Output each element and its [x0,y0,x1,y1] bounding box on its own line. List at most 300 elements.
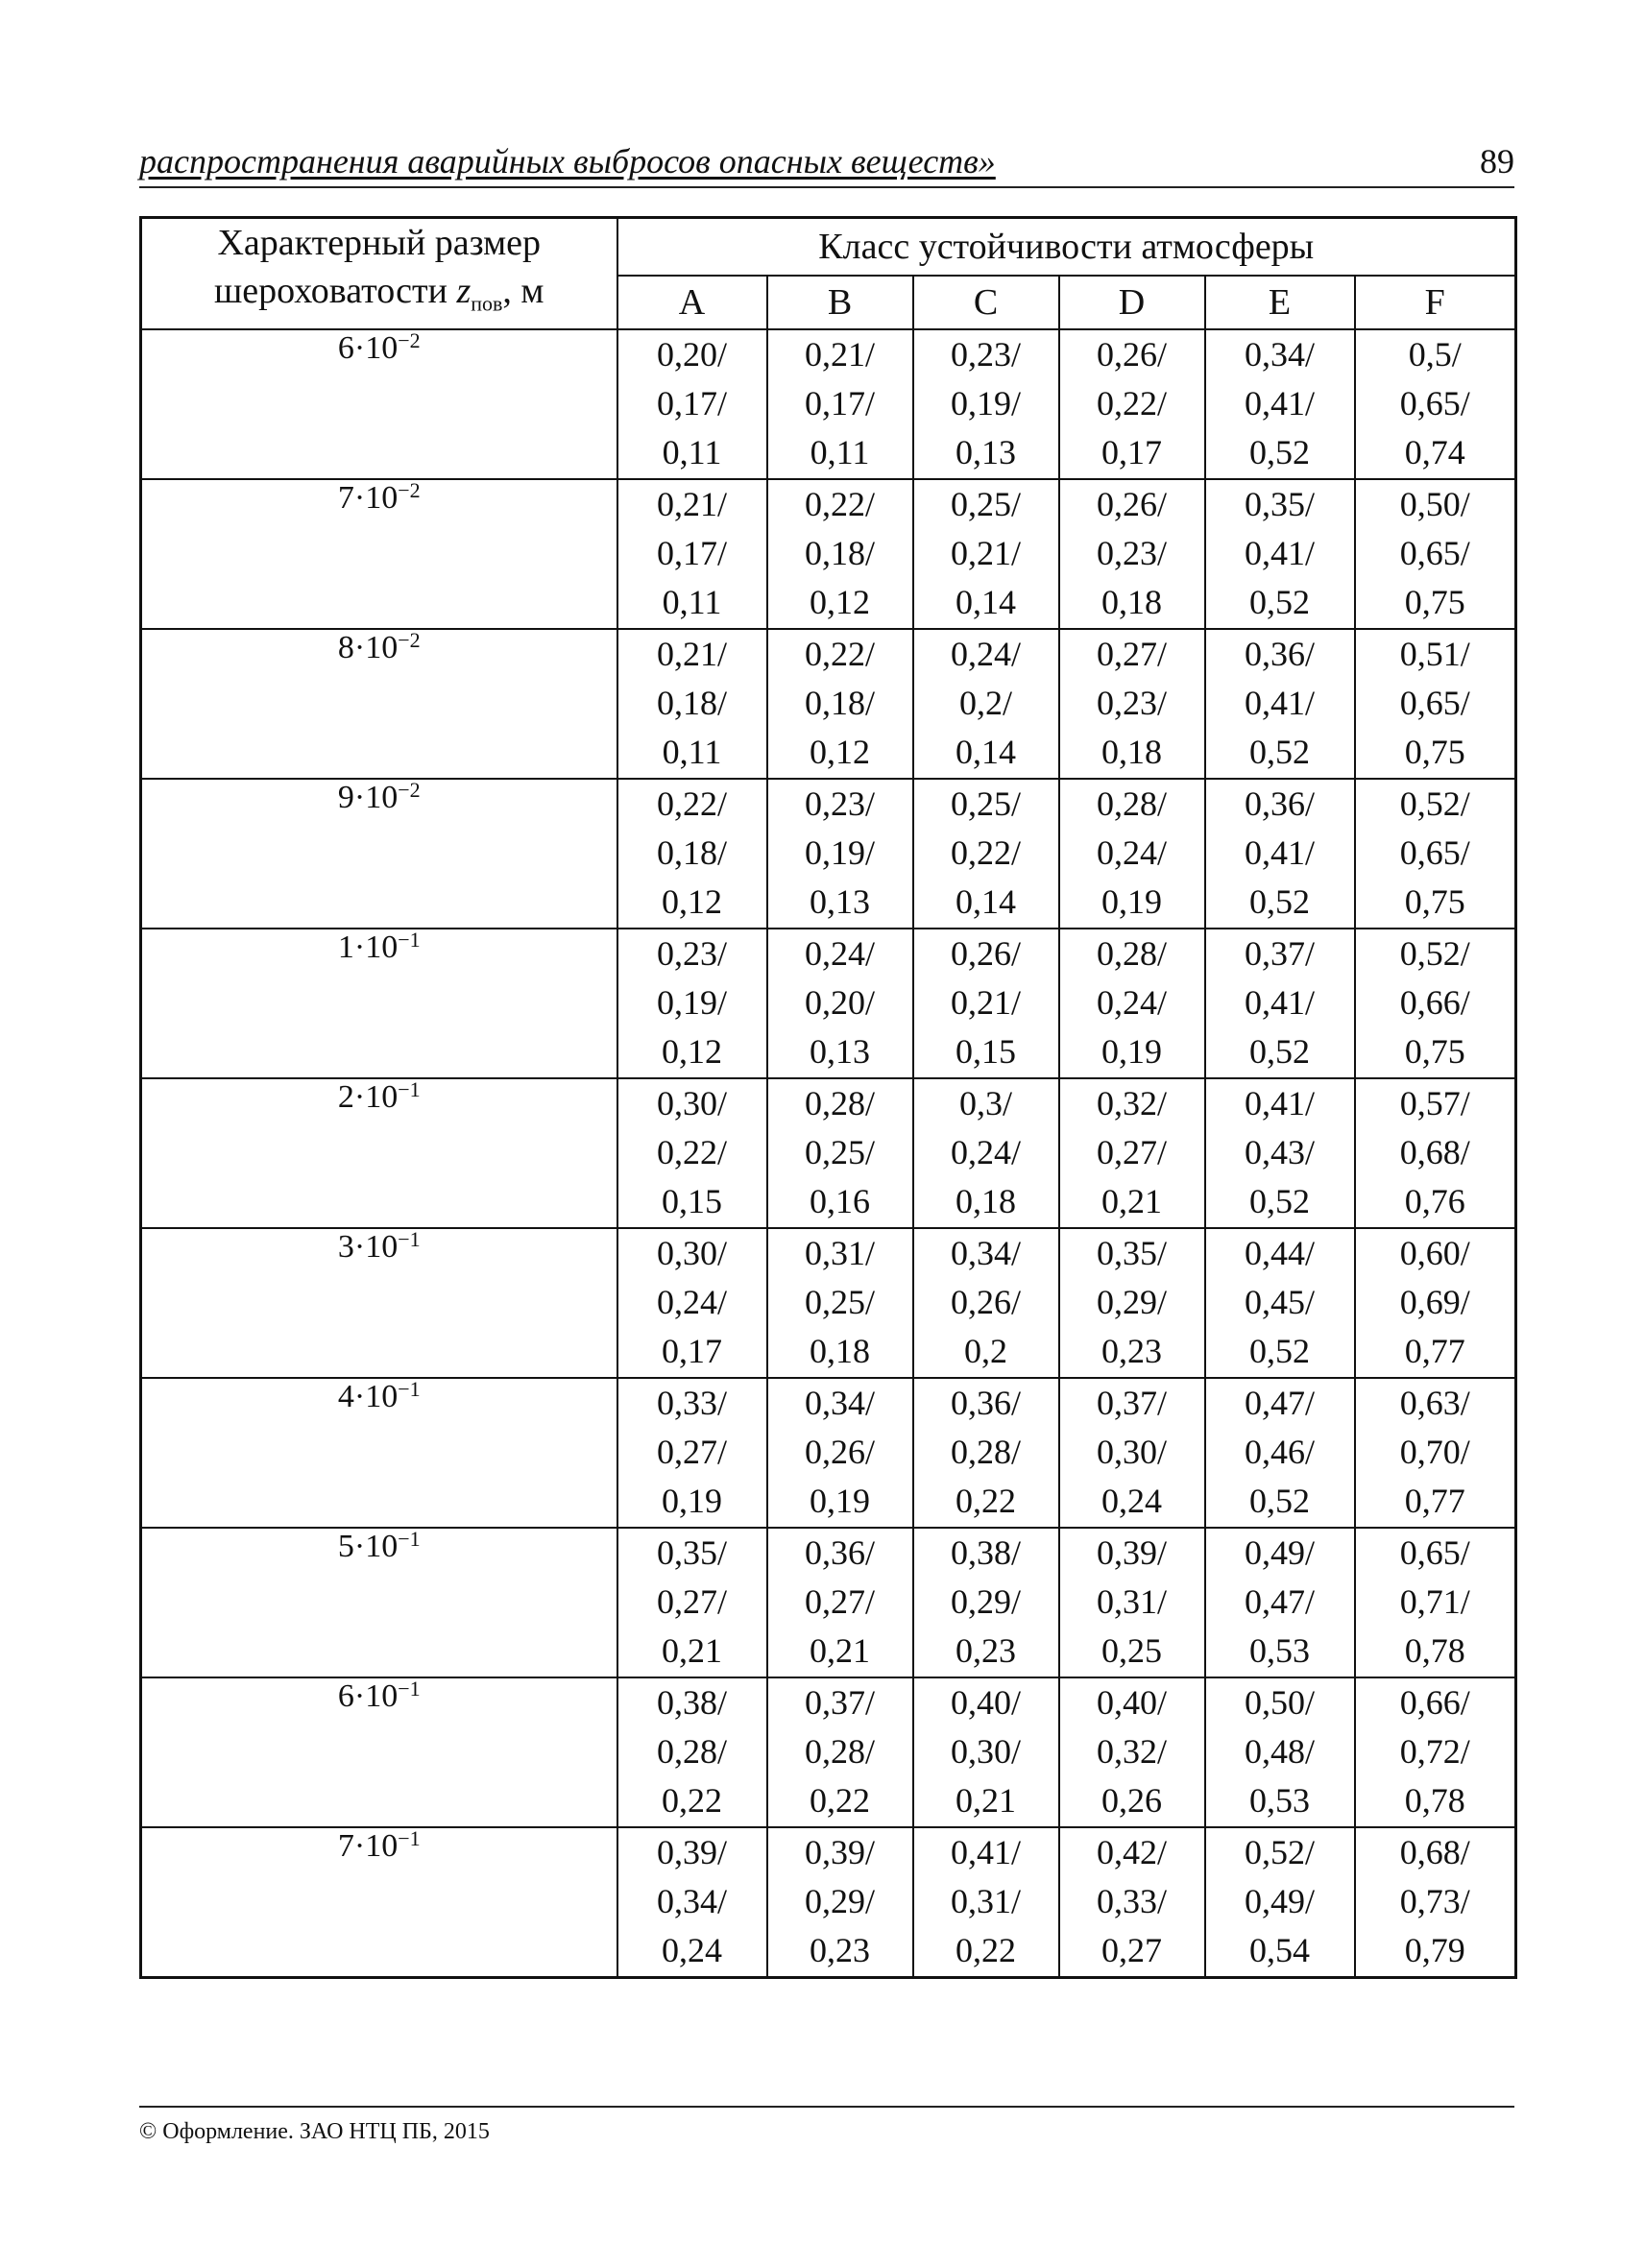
cell-value: 0,19 [1101,1032,1162,1072]
cell-value: 0,11 [810,433,870,472]
value-cell-f [1355,779,1516,929]
page-number: 89 [1480,142,1514,181]
roughness-size-exponent: −1 [398,1526,421,1551]
value-cell-d [1059,1827,1205,1978]
cell-value: 0,20/ [804,983,875,1023]
cell-value: 0,11 [662,433,722,472]
cell-value: 0,26/ [950,1283,1021,1322]
value-cell-c [913,1378,1059,1528]
cell-value: 0,49/ [1244,1533,1315,1573]
cell-value: 0,27/ [804,1582,875,1622]
roughness-size-mantissa: 6·10 [337,1677,399,1714]
cell-value: 0,35/ [1096,1234,1167,1273]
cell-value: 0,22 [810,1781,870,1821]
cell-value: 0,19 [662,1482,722,1521]
roughness-size-header-line2: шероховатости $z_{пов}$, м [214,271,544,316]
cell-value: 0,52 [1249,882,1310,922]
cell-value: 0,26/ [804,1433,875,1472]
cell-value: 0,26/ [1096,335,1167,374]
cell-value: 0,74 [1404,433,1465,472]
cell-value: 0,15 [956,1032,1016,1072]
cell-value: 0,49/ [1244,1882,1315,1921]
cell-value: 0,45/ [1244,1283,1315,1322]
cell-value: 0,30/ [656,1234,727,1273]
cell-value: 0,18/ [656,833,727,873]
cell-value: 0,18 [1101,733,1162,772]
cell-value: 0,22 [956,1931,1016,1970]
table-row [141,479,1516,629]
value-cell-d [1059,1078,1205,1228]
cell-value: 0,19 [1101,882,1162,922]
value-cell-a [617,1677,767,1827]
cell-value: 0,52 [1249,433,1310,472]
cell-value: 0,37/ [1244,934,1315,974]
value-cell-d [1059,929,1205,1078]
value-cell-f [1355,1228,1516,1378]
value-cell-d [1059,479,1205,629]
roughness-size-header [141,218,617,329]
cell-value: 0,24/ [656,1283,727,1322]
roughness-size-cell [141,1078,617,1228]
cell-value: 0,18/ [804,684,875,723]
cell-value: 0,31/ [1096,1582,1167,1622]
cell-value: 0,77 [1404,1332,1465,1371]
roughness-size-cell [141,1528,617,1677]
cell-value: 0,27/ [656,1582,727,1622]
cell-value: 0,21 [956,1781,1016,1821]
value-cell-a [617,1378,767,1528]
stability-class-c: C [913,276,1059,329]
cell-value: 0,23 [956,1631,1016,1671]
roughness-size-cell [141,1378,617,1528]
value-cell-d [1059,1528,1205,1677]
value-cell-c [913,1078,1059,1228]
cell-value: 0,79 [1404,1931,1465,1970]
cell-value: 0,52/ [1399,784,1470,824]
cell-value: 0,24/ [950,635,1021,674]
cell-value: 0,48/ [1244,1732,1315,1772]
roughness-size-exponent: −2 [398,777,421,802]
cell-value: 0,21/ [950,534,1021,573]
cell-value: 0,39/ [1096,1533,1167,1573]
roughness-size-cell [141,479,617,629]
cell-value: 0,28/ [804,1084,875,1123]
cell-value: 0,24/ [1096,833,1167,873]
value-cell-f [1355,929,1516,1078]
stability-class-f: F [1355,276,1516,329]
cell-value: 0,27/ [1096,1133,1167,1172]
cell-value: 0,28/ [1096,784,1167,824]
cell-value: 0,78 [1404,1781,1465,1821]
cell-value: 0,34/ [1244,335,1315,374]
page-header [139,142,1514,188]
cell-value: 0,35/ [656,1533,727,1573]
roughness-size-mantissa: 7·10 [337,479,399,516]
roughness-size-cell [141,629,617,779]
cell-value: 0,39/ [656,1833,727,1872]
cell-value: 0,38/ [656,1683,727,1723]
cell-value: 0,66/ [1399,983,1470,1023]
cell-value: 0,22/ [804,635,875,674]
value-cell-b [767,1228,913,1378]
table-row [141,779,1516,929]
cell-value: 0,22/ [950,833,1021,873]
value-cell-a [617,1078,767,1228]
value-cell-e [1205,1528,1355,1677]
cell-value: 0,32/ [1096,1732,1167,1772]
value-cell-b [767,479,913,629]
value-cell-d [1059,1677,1205,1827]
cell-value: 0,2/ [958,684,1012,723]
value-cell-b [767,1827,913,1978]
cell-value: 0,38/ [950,1533,1021,1573]
value-cell-e [1205,779,1355,929]
table-row [141,629,1516,779]
cell-value: 0,24/ [1096,983,1167,1023]
cell-value: 0,52/ [1244,1833,1315,1872]
value-cell-f [1355,329,1516,479]
roughness-size-mantissa: 5·10 [337,1528,399,1564]
cell-value: 0,41/ [1244,983,1315,1023]
value-cell-e [1205,329,1355,479]
cell-value: 0,26 [1101,1781,1162,1821]
cell-value: 0,73/ [1399,1882,1470,1921]
cell-value: 0,75 [1404,1032,1465,1072]
cell-value: 0,68/ [1399,1833,1470,1872]
cell-value: 0,35/ [1244,485,1315,524]
cell-value: 0,51/ [1399,635,1470,674]
value-cell-e [1205,1228,1355,1378]
roughness-size-cell [141,1677,617,1827]
cell-value: 0,27/ [656,1433,727,1472]
cell-value: 0,65/ [1399,1533,1470,1573]
value-cell-f [1355,629,1516,779]
cell-value: 0,23/ [1096,684,1167,723]
cell-value: 0,50/ [1399,485,1470,524]
cell-value: 0,22/ [656,1133,727,1172]
cell-value: 0,28/ [656,1732,727,1772]
cell-value: 0,11 [662,733,722,772]
cell-value: 0,36/ [950,1384,1021,1423]
value-cell-b [767,929,913,1078]
cell-value: 0,72/ [1399,1732,1470,1772]
value-cell-b [767,1677,913,1827]
value-cell-b [767,1528,913,1677]
cell-value: 0,21 [1101,1182,1162,1221]
cell-value: 0,13 [810,1032,870,1072]
table-row [141,329,1516,479]
cell-value: 0,52 [1249,733,1310,772]
cell-value: 0,18/ [656,684,727,723]
table-row [141,1378,1516,1528]
roughness-size-cell [141,929,617,1078]
cell-value: 0,44/ [1244,1234,1315,1273]
value-cell-d [1059,1228,1205,1378]
cell-value: 0,46/ [1244,1433,1315,1472]
cell-value: 0,24/ [950,1133,1021,1172]
cell-value: 0,14 [956,733,1016,772]
cell-value: 0,71/ [1399,1582,1470,1622]
cell-value: 0,18 [956,1182,1016,1221]
cell-value: 0,53 [1249,1781,1310,1821]
value-cell-c [913,929,1059,1078]
cell-value: 0,27/ [1096,635,1167,674]
cell-value: 0,77 [1404,1482,1465,1521]
cell-value: 0,65/ [1399,534,1470,573]
table-row [141,1528,1516,1677]
roughness-size-cell [141,779,617,929]
cell-value: 0,3/ [958,1084,1012,1123]
value-cell-b [767,1378,913,1528]
roughness-size-header-line1: Характерный размер [217,223,542,263]
cell-value: 0,65/ [1399,833,1470,873]
value-cell-f [1355,1827,1516,1978]
value-cell-c [913,1677,1059,1827]
roughness-size-mantissa: 3·10 [337,1228,399,1265]
cell-value: 0,75 [1404,882,1465,922]
value-cell-a [617,779,767,929]
cell-value: 0,21/ [950,983,1021,1023]
roughness-size-exponent: −1 [398,1376,421,1401]
roughness-size-cell [141,1228,617,1378]
roughness-size-mantissa: 2·10 [337,1078,399,1115]
cell-value: 0,30/ [656,1084,727,1123]
cell-value: 0,30/ [1096,1433,1167,1472]
value-cell-d [1059,629,1205,779]
table-row [141,1677,1516,1827]
cell-value: 0,39/ [804,1833,875,1872]
value-cell-e [1205,1677,1355,1827]
cell-value: 0,40/ [950,1683,1021,1723]
value-cell-f [1355,1677,1516,1827]
cell-value: 0,37/ [1096,1384,1167,1423]
value-cell-c [913,1228,1059,1378]
cell-value: 0,21/ [804,335,875,374]
roughness-stability-table [139,216,1517,1979]
roughness-size-mantissa: 1·10 [337,929,399,965]
cell-value: 0,76 [1404,1182,1465,1221]
cell-value: 0,60/ [1399,1234,1470,1273]
cell-value: 0,25 [1101,1631,1162,1671]
cell-value: 0,22/ [656,784,727,824]
cell-value: 0,75 [1404,733,1465,772]
cell-value: 0,23/ [950,335,1021,374]
cell-value: 0,33/ [1096,1882,1167,1921]
cell-value: 0,14 [956,583,1016,622]
cell-value: 0,23/ [656,934,727,974]
value-cell-e [1205,929,1355,1078]
cell-value: 0,36/ [804,1533,875,1573]
cell-value: 0,23 [810,1931,870,1970]
roughness-size-exponent: −1 [398,1676,421,1701]
cell-value: 0,15 [662,1182,722,1221]
cell-value: 0,52 [1249,1032,1310,1072]
value-cell-c [913,1528,1059,1677]
value-cell-a [617,1228,767,1378]
cell-value: 0,47/ [1244,1384,1315,1423]
cell-value: 0,50/ [1244,1683,1315,1723]
value-cell-c [913,1827,1059,1978]
cell-value: 0,22/ [1096,384,1167,423]
value-cell-a [617,479,767,629]
cell-value: 0,53 [1249,1631,1310,1671]
roughness-size-cell [141,329,617,479]
value-cell-c [913,329,1059,479]
value-cell-d [1059,779,1205,929]
cell-value: 0,52 [1249,583,1310,622]
cell-value: 0,41/ [1244,833,1315,873]
roughness-size-mantissa: 4·10 [337,1378,399,1414]
cell-value: 0,16 [810,1182,870,1221]
cell-value: 0,22 [956,1482,1016,1521]
cell-value: 0,25/ [950,784,1021,824]
cell-value: 0,25/ [804,1133,875,1172]
cell-value: 0,25/ [950,485,1021,524]
value-cell-e [1205,1827,1355,1978]
cell-value: 0,34/ [804,1384,875,1423]
cell-value: 0,34/ [950,1234,1021,1273]
value-cell-f [1355,1078,1516,1228]
cell-value: 0,18 [1101,583,1162,622]
cell-value: 0,29/ [1096,1283,1167,1322]
cell-value: 0,37/ [804,1683,875,1723]
value-cell-b [767,1078,913,1228]
cell-value: 0,65/ [1399,384,1470,423]
cell-value: 0,36/ [1244,635,1315,674]
cell-value: 0,17/ [804,384,875,423]
stability-class-header: Класс устойчивости атмосферы [617,218,1516,276]
cell-value: 0,52 [1249,1182,1310,1221]
cell-value: 0,29/ [950,1582,1021,1622]
cell-value: 0,14 [956,882,1016,922]
cell-value: 0,24 [662,1931,722,1970]
cell-value: 0,12 [662,882,722,922]
cell-value: 0,63/ [1399,1384,1470,1423]
value-cell-f [1355,1378,1516,1528]
table-row [141,1078,1516,1228]
cell-value: 0,20/ [656,335,727,374]
cell-value: 0,31/ [950,1882,1021,1921]
cell-value: 0,12 [662,1032,722,1072]
running-header-title: распространения аварийных выбросов опасных веществ» [139,142,996,181]
roughness-size-mantissa: 6·10 [337,329,399,366]
roughness-size-exponent: −2 [398,627,421,652]
cell-value: 0,40/ [1096,1683,1167,1723]
value-cell-e [1205,1378,1355,1528]
cell-value: 0,57/ [1399,1084,1470,1123]
cell-value: 0,47/ [1244,1582,1315,1622]
value-cell-c [913,779,1059,929]
cell-value: 0,28/ [804,1732,875,1772]
cell-value: 0,17/ [656,534,727,573]
cell-value: 0,69/ [1399,1283,1470,1322]
value-cell-a [617,1528,767,1677]
cell-value: 0,52 [1249,1332,1310,1371]
table-row [141,929,1516,1078]
cell-value: 0,26/ [950,934,1021,974]
z-subscript: пов [471,291,503,316]
cell-value: 0,78 [1404,1631,1465,1671]
cell-value: 0,41/ [1244,1084,1315,1123]
cell-value: 0,11 [662,583,722,622]
cell-value: 0,32/ [1096,1084,1167,1123]
cell-value: 0,26/ [1096,485,1167,524]
value-cell-f [1355,479,1516,629]
cell-value: 0,66/ [1399,1683,1470,1723]
cell-value: 0,34/ [656,1882,727,1921]
cell-value: 0,24/ [804,934,875,974]
table-row [141,1228,1516,1378]
copyright-footer: © Оформление. ЗАО НТЦ ПБ, 2015 [139,2119,490,2144]
cell-value: 0,36/ [1244,784,1315,824]
cell-value: 0,27 [1101,1931,1162,1970]
value-cell-e [1205,1078,1355,1228]
cell-value: 0,68/ [1399,1133,1470,1172]
value-cell-e [1205,629,1355,779]
footer-rule [139,2106,1514,2108]
cell-value: 0,65/ [1399,684,1470,723]
cell-value: 0,70/ [1399,1433,1470,1472]
value-cell-b [767,329,913,479]
value-cell-a [617,1827,767,1978]
value-cell-c [913,479,1059,629]
table-header-row [141,218,1516,276]
value-cell-a [617,629,767,779]
roughness-size-mantissa: 8·10 [337,629,399,665]
cell-value: 0,33/ [656,1384,727,1423]
cell-value: 0,21/ [656,485,727,524]
cell-value: 0,18 [810,1332,870,1371]
value-cell-b [767,629,913,779]
cell-value: 0,25/ [804,1283,875,1322]
cell-value: 0,30/ [950,1732,1021,1772]
stability-class-a: A [617,276,767,329]
cell-value: 0,54 [1249,1931,1310,1970]
cell-value: 0,43/ [1244,1133,1315,1172]
cell-value: 0,2 [964,1332,1007,1371]
cell-value: 0,41/ [1244,684,1315,723]
cell-value: 0,17 [1101,433,1162,472]
cell-value: 0,13 [810,882,870,922]
cell-value: 0,21 [810,1631,870,1671]
cell-value: 0,17 [662,1332,722,1371]
cell-value: 0,21 [662,1631,722,1671]
cell-value: 0,12 [810,733,870,772]
cell-value: 0,23/ [804,784,875,824]
cell-value: 0,41/ [1244,384,1315,423]
roughness-size-cell [141,1827,617,1978]
roughness-size-exponent: −2 [398,477,421,502]
cell-value: 0,22 [662,1781,722,1821]
table-body [141,329,1516,1978]
cell-value: 0,22/ [804,485,875,524]
value-cell-f [1355,1528,1516,1677]
roughness-size-mantissa: 9·10 [337,779,399,815]
cell-value: 0,41/ [950,1833,1021,1872]
stability-class-b: B [767,276,913,329]
value-cell-a [617,329,767,479]
value-cell-e [1205,479,1355,629]
cell-value: 0,23/ [1096,534,1167,573]
cell-value: 0,52 [1249,1482,1310,1521]
value-cell-a [617,929,767,1078]
value-cell-d [1059,1378,1205,1528]
table-row [141,1827,1516,1978]
stability-class-e: E [1205,276,1355,329]
cell-value: 0,19/ [804,833,875,873]
cell-value: 0,75 [1404,583,1465,622]
cell-value: 0,28/ [950,1433,1021,1472]
